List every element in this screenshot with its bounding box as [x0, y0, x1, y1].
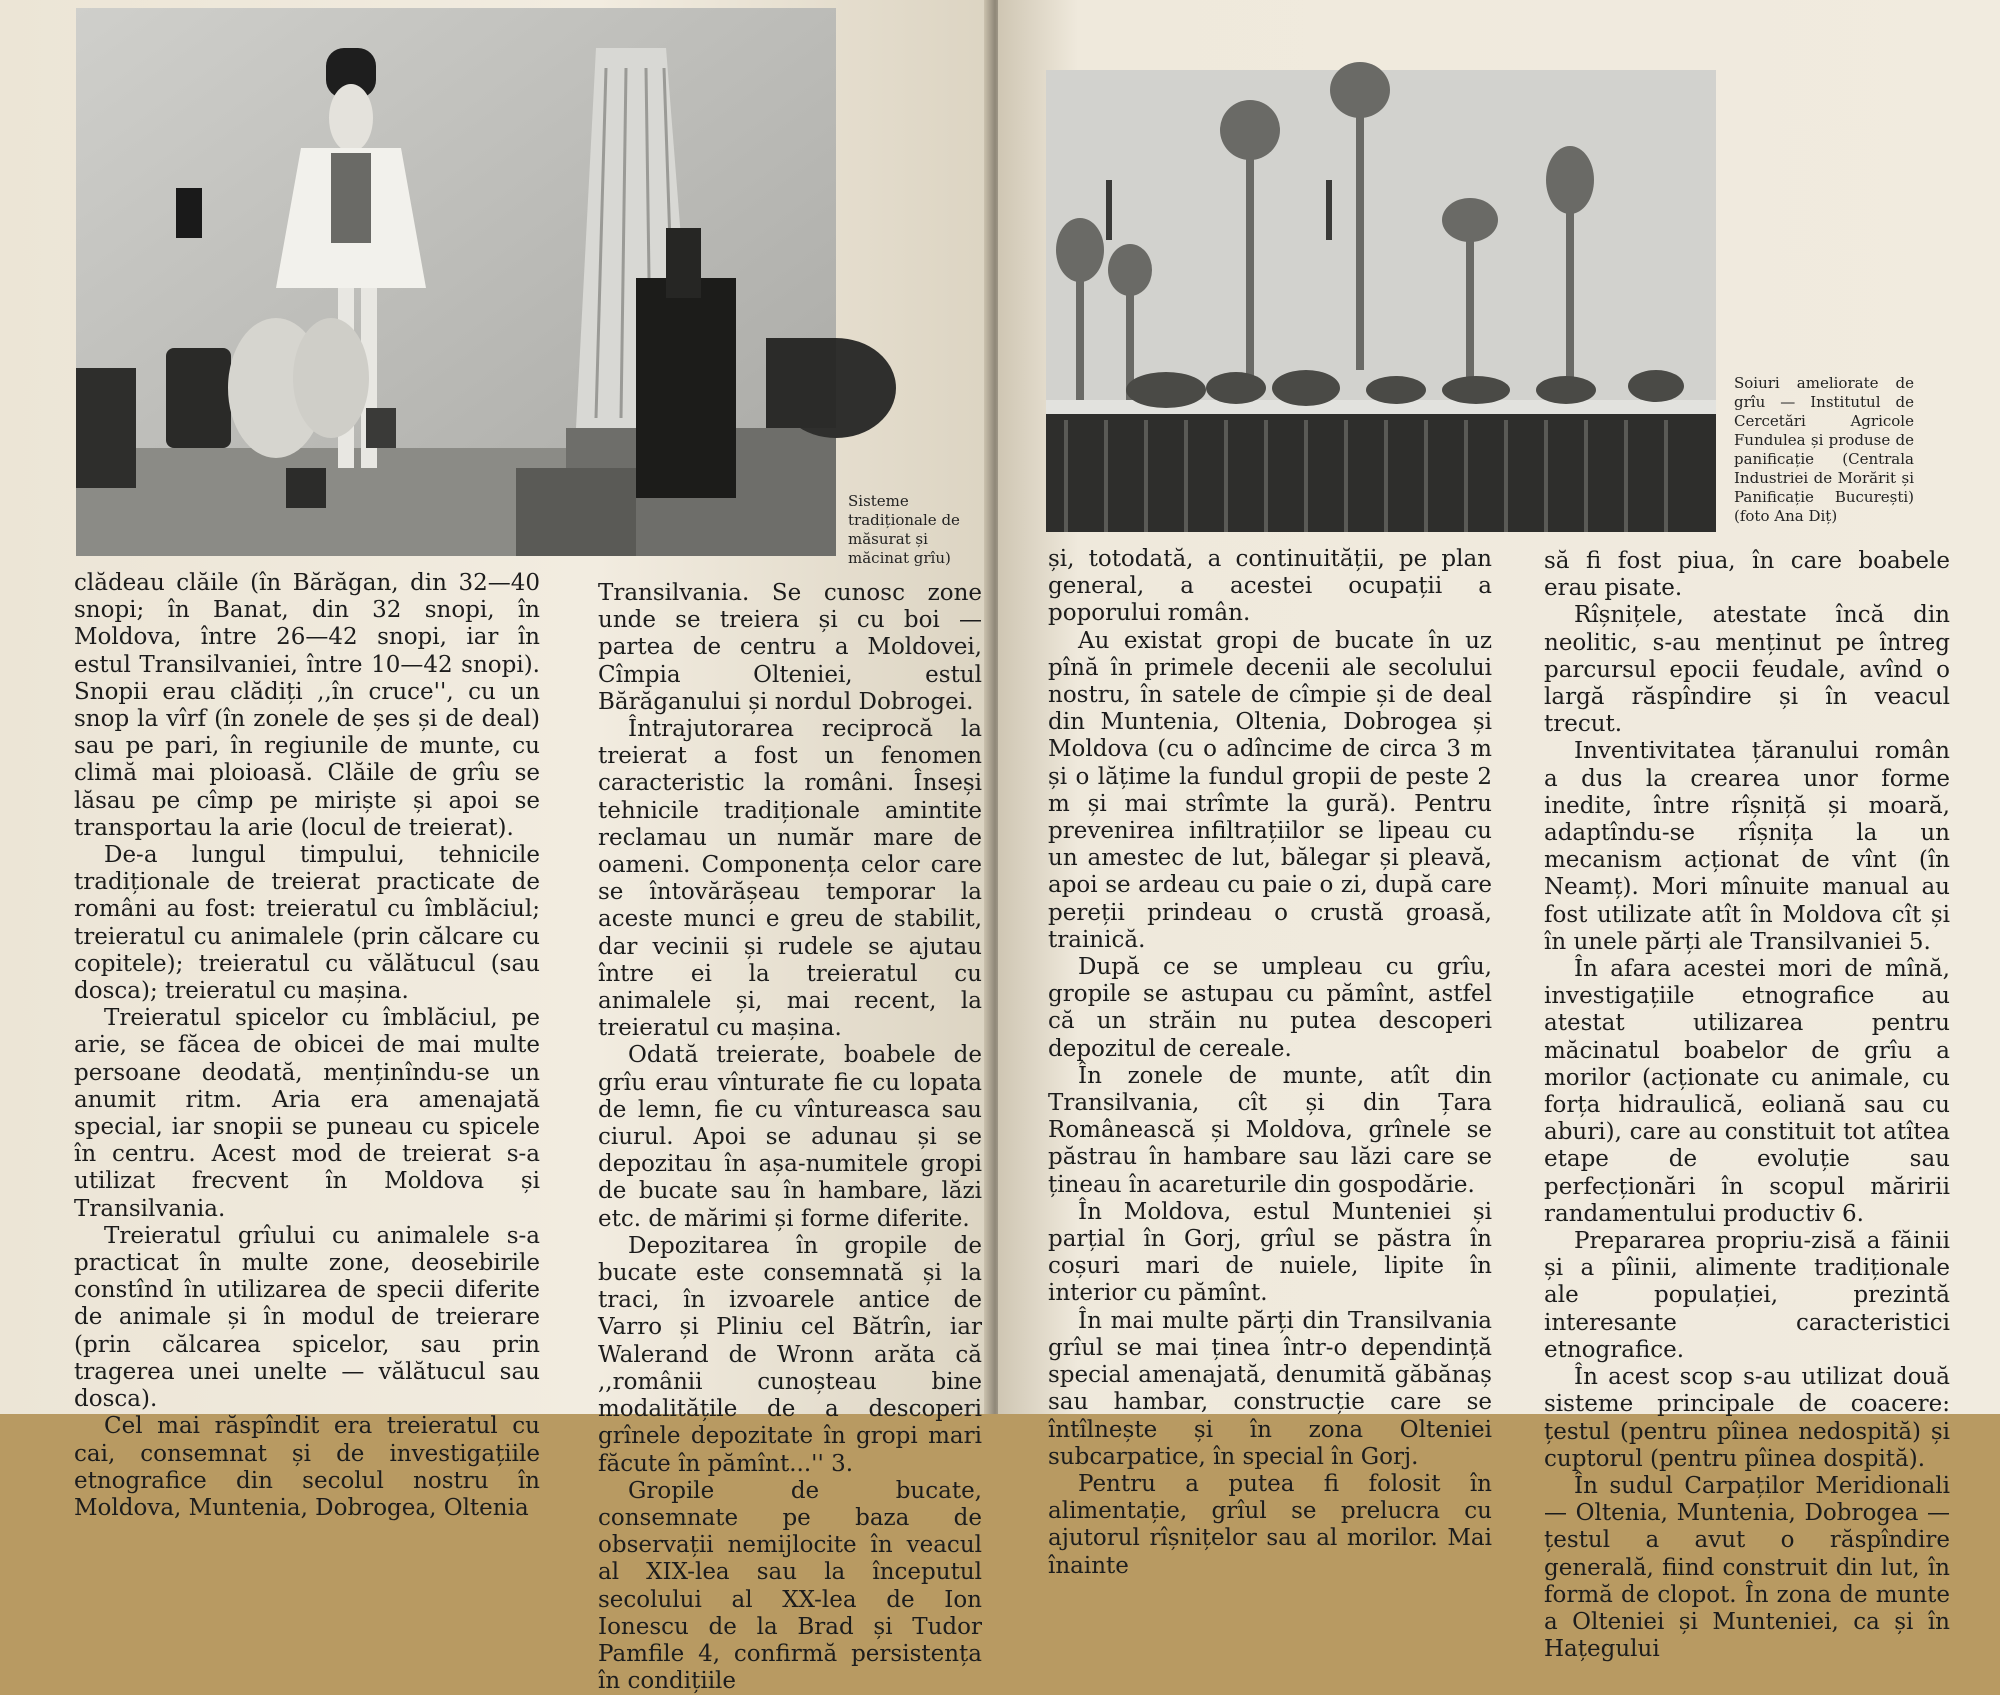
right-caption: Soiuri ameliorate de grîu — Institutul de Cercetări Agricole Fundulea și produse de panificație (Centrala Industriei de Morărit și Panificație București) (foto Ana Diț) [1734, 374, 1914, 525]
paragraph: să fi fost piua, în care boabele erau pisate. [1544, 548, 1950, 602]
paragraph: În mai multe părți din Transilvania grîul se mai ținea într-o dependință special amenajată, denumită găbănaș sau hambar, construcție care se întîlnește și în zona Olteniei subcarpatice, în special în Gorj. [1048, 1307, 1492, 1470]
right-photo [1046, 70, 1716, 532]
paragraph: Întrajutorarea reciprocă la treierat a fost un fenomen caracteristic la români. Înseși tehnicile tradiționale amintite reclamau un număr mare de oameni. Componența celor care se întovărășeau temporar la aceste munci e greu de stabilit, dar vecinii și rudele se ajutau între ei la treieratul cu animalele și, mai recent, la treieratul cu mașina. [598, 716, 982, 1042]
paragraph: De-a lungul timpului, tehnicile tradiționale de treierat practicate de români au fost: treieratul cu îmblăciul; treieratul cu animalele (prin călcare cu copitele); treieratul cu vălătucul (sau dosca); treieratul cu mașina. [74, 842, 540, 1005]
paragraph: Odată treierate, boabele de grîu erau vînturate fie cu lopata de lemn, fie cu vîntureasca sau ciurul. Apoi se adunau și se depozitau în așa-numitele gropi de bucate sau în hambare, lăzi etc. de mărimi și forme diferite. [598, 1042, 982, 1232]
right-column-2 [1544, 548, 1950, 1663]
paragraph: Rîșnițele, atestate încă din neolitic, s-au menținut pe întreg parcursul epocii feudale, avînd o largă răspîndire și în veacul trecut. [1544, 602, 1950, 738]
left-photo [76, 8, 836, 556]
paragraph: După ce se umpleau cu grîu, gropile se astupau cu pămînt, astfel că un străin nu putea descoperi depozitul de cereale. [1048, 954, 1492, 1062]
wheat-exhibit-photo [1046, 70, 1716, 532]
paragraph: În sudul Carpaților Meridionali — Oltenia, Muntenia, Dobrogea — țestul a avut o răspîndire generală, fiind construit din lut, în formă de clopot. În zona de munte a Olteniei și Munteniei, ca și în Hațegului [1544, 1472, 1950, 1663]
paragraph: Treieratul spicelor cu îmblăciul, pe arie, se făcea de obicei de mai multe persoane deodată, menținîndu-se un anumit ritm. Aria era amenajată special, iar snopii se puneau cu spicele în centru. Acest mod de treierat s-a utilizat frecvent în Moldova și Transilvania. [74, 1005, 540, 1222]
paragraph: În acest scop s-au utilizat două sisteme principale de coacere: țestul (pentru pîinea nedospită) și cuptorul (pentru pîinea dospită). [1544, 1364, 1950, 1472]
paragraph: În afara acestei mori de mînă, investigațiile etnografice au atestat utilizarea pentru măcinatul boabelor de grîu a morilor (acționate cu animale, cu forța hidraulică, eoliană sau cu aburi), care au constituit tot atîtea etape de evoluție sau perfecționări în scopul măririi randamentului productiv 6. [1544, 956, 1950, 1227]
left-column-1 [74, 570, 540, 1522]
right-column-1 [1048, 546, 1492, 1580]
left-caption: Sisteme tradiționale de măsurat și măcinat grîu) [848, 492, 960, 567]
museum-display-photo [76, 8, 836, 556]
paragraph: Pentru a putea fi folosit în alimentație, grîul se prelucra cu ajutorul rîșnițelor sau al morilor. Mai înainte [1048, 1470, 1492, 1579]
paragraph: În zonele de munte, atît din Transilvania, cît și din Țara Românească și Moldova, grînele se păstrau în hambare sau lăzi care se țineau în acareturile din gospodărie. [1048, 1062, 1492, 1198]
paragraph: Gropile de bucate, consemnate pe baza de observații nemijlocite în veacul al XIX-lea sau la începutul secolului al XX-lea de Ion Ionescu de la Brad și Tudor Pamfile 4, confirmă persistența în condițiile [598, 1477, 982, 1695]
right-page [998, 0, 2000, 1663]
left-column-2 [598, 580, 982, 1695]
paragraph: clădeau clăile (în Bărăgan, din 32—40 snopi; în Banat, din 32 snopi, în Moldova, între 26—42 snopi, iar în estul Transilvaniei, între 10—42 snopi). Snopii erau clădiți ,,în cruce'', cu un snop la vîrf (în zonele de șes și de deal) sau pe pari, în regiunile de munte, cu climă mai ploioasă. Clăile de grîu se lăsau pe cîmp pe miriște și apoi se transportau la arie (locul de treierat). [74, 570, 540, 841]
paragraph: Inventivitatea țăranului român a dus la crearea unor forme inedite, între rîșniță și moară, adaptîndu-se rîșnița la un mecanism acționat de vînt (în Neamț). Mori mînuite manual au fost utilizate atît în Moldova cît și în unele părți ale Transilvaniei 5. [1544, 738, 1950, 955]
paragraph: Depozitarea în gropile de bucate este consemnată și la traci, în izvoarele antice de Varro și Pliniu cel Bătrîn, iar Walerand de Wronn arăta că ,,românii cunoșteau bine modalitățile de a descoperi grînele depozitate în gropi mari făcute în pămînt...'' 3. [598, 1232, 982, 1477]
left-page [0, 0, 992, 1695]
paragraph: În Moldova, estul Munteniei și parțial în Gorj, grîul se păstra în coșuri mari de nuiele, lipite în interior cu pămînt. [1048, 1198, 1492, 1307]
paragraph: Transilvania. Se cunosc zone unde se treiera și cu boi — partea de centru a Moldovei, Cîmpia Olteniei, estul Bărăganului și nordul Dobrogei. [598, 580, 982, 715]
paragraph: Cel mai răspîndit era treieratul cu cai, consemnat și de investigațiile etnografice din secolul nostru în Moldova, Muntenia, Dobrogea, Oltenia [74, 1413, 540, 1521]
paragraph: Treieratul grîului cu animalele s-a practicat în multe zone, deosebirile constînd în utilizarea de specii diferite de animale și în modul de treierare (prin călcarea spicelor, sau prin tragerea unei unelte — vălătucul sau dosca). [74, 1222, 540, 1413]
paragraph: Au existat gropi de bucate în uz pînă în primele decenii ale secolului nostru, în satele de cîmpie și de deal din Muntenia, Oltenia, Dobrogea și Moldova (cu o adîncime de circa 3 m și o lățime la fundul gropii de peste 2 m și mai strîmte la gură). Pentru prevenirea infiltrațiilor se lipeau cu un amestec de lut, bălegar și pleavă, apoi se ardeau cu paie o zi, după care pereții prindeau o crustă groasă, trainică. [1048, 627, 1492, 953]
paragraph: și, totodată, a continuității, pe plan general, a acestei ocupații a poporului român. [1048, 546, 1492, 627]
paragraph: Prepararea propriu-zisă a făinii și a pîinii, alimente tradiționale ale populației, prezintă interesante caracteristici etnografice. [1544, 1228, 1950, 1363]
